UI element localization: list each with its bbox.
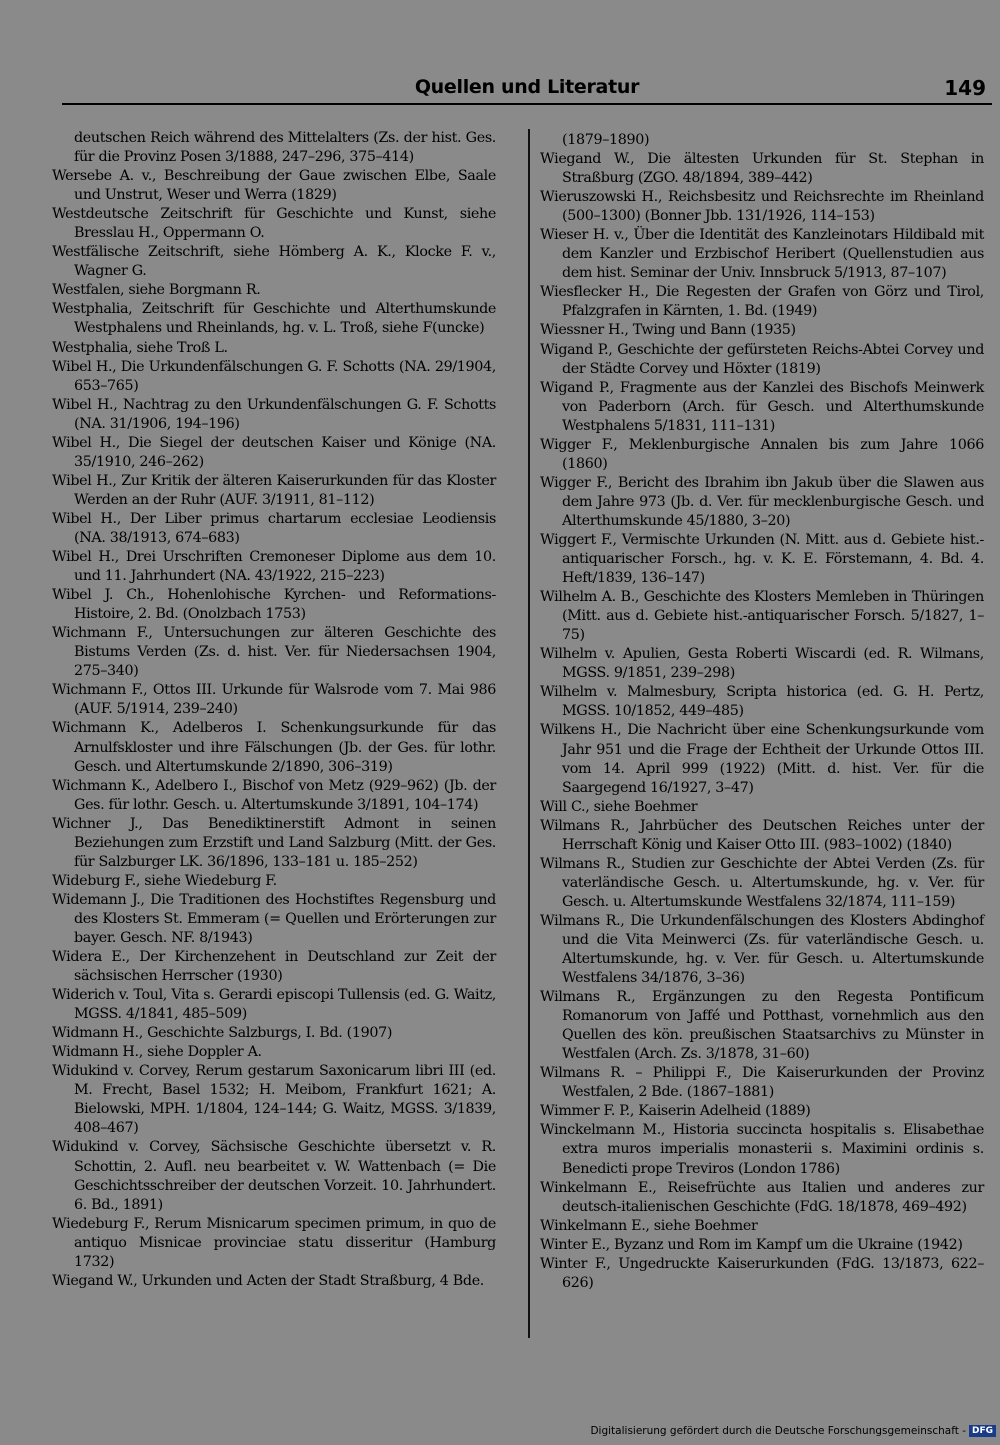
bibliography-entry: Wilhelm A. B., Geschichte des Klosters Memleben in Thüringen (Mitt. aus d. Gebiete hist.-antiquarischer Forsch. 5/1827, 1–75) xyxy=(540,589,984,644)
bibliography-entry: Westfälische Zeitschrift, siehe Hömberg A. K., Klocke F. v., Wagner G. xyxy=(52,244,496,280)
footer-text: Digitalisierung gefördert durch die Deutsche Forschungsgemeinschaft - xyxy=(590,1425,966,1437)
bibliography-entry: Wiessner H., Twing und Bann (1935) xyxy=(540,322,796,339)
bibliography-entry: Wiegand W., Urkunden und Acten der Stadt Straßburg, 4 Bde. xyxy=(52,1272,484,1289)
page-header xyxy=(62,74,992,104)
bibliography-entry: Wigand P., Fragmente aus der Kanzlei des Bischofs Meinwerk von Paderborn (Arch. für Gesch. und Alterthumskunde Westphalens 5/1831, 111–131) xyxy=(540,379,984,434)
bibliography-entry: Wichmann F., Ottos III. Urkunde für Walsrode vom 7. Mai 986 (AUF. 5/1914, 239–240) xyxy=(52,682,496,718)
bibliography-entry: Wibel H., Der Liber primus chartarum ecclesiae Leodiensis (NA. 38/1913, 674–683) xyxy=(52,510,496,546)
bibliography-entry: Wideburg F., siehe Wiedeburg F. xyxy=(52,872,277,889)
bibliography-entry: Wilmans R., Ergänzungen zu den Regesta Pontificum Romanorum von Jaffé und Potthast, vornehmlich aus den Quellen des kön. preußischen Staatsarchivs zu Münster in Westfalen (Arch. Zs. 3/1878, 31–60) xyxy=(540,989,984,1063)
bibliography-entry: Wichner J., Das Benediktinerstift Admont in seinen Beziehungen zum Erzstift und Land Salzburg (Mitt. der Ges. für Salzburger LK. 36/1896, 133–181 u. 185–252) xyxy=(52,815,496,870)
bibliography-entry: Wigger F., Meklenburgische Annalen bis zum Jahre 1066 (1860) xyxy=(540,436,984,472)
bibliography-entry: Wichmann K., Adelberos I. Schenkungsurkunde für das Arnulfskloster und ihre Fälschungen (Jb. der Ges. für lothr. Gesch. und Altertumskunde 2/1890, 306–319) xyxy=(52,720,496,775)
bibliography-entry: Wimmer F. P., Kaiserin Adelheid (1889) xyxy=(540,1103,811,1120)
bibliography-entry: Wibel H., Drei Urschriften Cremoneser Diplome aus dem 10. und 11. Jahrhundert (NA. 43/1922, 215–223) xyxy=(52,549,496,585)
bibliography-entry: Westdeutsche Zeitschrift für Geschichte und Kunst, siehe Bresslau H., Oppermann O. xyxy=(52,206,496,242)
bibliography-entry: Wiegand W., Die ältesten Urkunden für St. Stephan in Straßburg (ZGO. 48/1894, 389–442) xyxy=(540,151,984,187)
bibliography-entry: deutschen Reich während des Mittelalters (Zs. der hist. Ges. für die Provinz Posen 3/1888, 247–296, 375–414) xyxy=(74,130,496,166)
bibliography-entry: Wibel H., Die Siegel der deutschen Kaiser und Könige (NA. 35/1910, 246–262) xyxy=(52,434,496,470)
bibliography-entry: Wiesflecker H., Die Regesten der Grafen von Görz und Tirol, Pfalzgrafen in Kärnten, 1. Bd. (1949) xyxy=(540,284,984,320)
left-column xyxy=(52,129,496,1291)
bibliography-entry: Wieser H. v., Über die Identität des Kanzleinotars Hildibald mit dem Kanzler und Erzbischof Heribert (Quellenstudien aus dem hist. Seminar der Univ. Innsbruck 5/1913, 87–107) xyxy=(540,227,984,282)
bibliography-entry: Wilhelm v. Apulien, Gesta Roberti Wiscardi (ed. R. Wilmans, MGSS. 9/1851, 239–298) xyxy=(540,646,984,682)
bibliography-entry: Widmann H., siehe Doppler A. xyxy=(52,1044,262,1061)
dfg-logo: DFG xyxy=(969,1425,996,1437)
bibliography-entry: Widmann H., Geschichte Salzburgs, I. Bd. (1907) xyxy=(52,1025,393,1042)
bibliography-entry: Wibel H., Die Urkundenfälschungen G. F. Schotts (NA. 29/1904, 653–765) xyxy=(52,358,496,394)
bibliography-entry: Wigand P., Geschichte der gefürsteten Reichs-Abtei Corvey und der Städte Corvey und Höxter (1819) xyxy=(540,341,984,377)
running-title: Quellen und Literatur xyxy=(414,76,640,98)
bibliography-entry: Winter F., Ungedruckte Kaiserurkunden (FdG. 13/1873, 622–626) xyxy=(540,1255,984,1291)
bibliography-entry: Widerich v. Toul, Vita s. Gerardi episcopi Tullensis (ed. G. Waitz, MGSS. 4/1841, 485–509) xyxy=(52,987,496,1023)
bibliography-entry: Westphalia, siehe Troß L. xyxy=(52,339,228,356)
bibliography-entry: Wiggert F., Vermischte Urkunden (N. Mitt. aus d. Gebiete hist.-antiquarischer Forsch., hg. v. K. E. Förstemann, 4. Bd. 4. Heft/1839, 136–147) xyxy=(540,531,984,587)
bibliography-entry: Wichmann K., Adelbero I., Bischof von Metz (929–962) (Jb. der Ges. für lothr. Gesch. u. Altertumskunde 3/1891, 104–174) xyxy=(52,777,496,813)
footer xyxy=(590,1425,996,1437)
bibliography-entry: Wilmans R. – Philippi F., Die Kaiserurkunden der Provinz Westfalen, 2 Bde. (1867–1881) xyxy=(540,1065,984,1101)
bibliography-entry: Winter E., Byzanz und Rom im Kampf um die Ukraine (1942) xyxy=(540,1236,963,1253)
column-divider xyxy=(528,129,530,1338)
bibliography-entry: (1879–1890) xyxy=(562,132,650,148)
bibliography-entry: Wersebe A. v., Beschreibung der Gaue zwischen Elbe, Saale und Unstrut, Weser und Werra (1829) xyxy=(52,168,496,204)
bibliography-entry: Wibel J. Ch., Hohenlohische Kyrchen- und Reformations-Histoire, 2. Bd. (Onolzbach 1753) xyxy=(52,587,496,623)
bibliography-entry: Winkelmann E., Reisefrüchte aus Italien und anderes zur deutsch-italienischen Geschichte (FdG. 18/1878, 469–492) xyxy=(540,1179,984,1215)
bibliography-entry: Widukind v. Corvey, Sächsische Geschichte übersetzt v. R. Schottin, 2. Aufl. neu bearbeitet v. W. Wattenbach (= Die Geschichtsschreiber der deutschen Vorzeit. 10. Jahrhundert. 6. Bd., 1891) xyxy=(52,1139,496,1213)
bibliography-entry: Wilkens H., Die Nachricht über eine Schenkungsurkunde vom Jahr 951 und die Frage der Echtheit der Urkunde Ottos III. vom 14. April 999 (1922) (Mitt. d. hist. Ver. für die Saargegend 16/1927, 3–47) xyxy=(540,722,984,796)
bibliography-entry: Winkelmann E., siehe Boehmer xyxy=(540,1217,758,1234)
bibliography-entry: Widukind v. Corvey, Rerum gestarum Saxonicarum libri III (ed. M. Frecht, Basel 1532; H. Meibom, Frankfurt 1621; A. Bielowski, MPH. 1/1804, 124–144; G. Waitz, MGSS. 3/1839, 408–467) xyxy=(52,1063,496,1137)
bibliography-entry: Will C., siehe Boehmer xyxy=(540,798,698,815)
bibliography-entry: Widemann J., Die Traditionen des Hochstiftes Regensburg und des Klosters St. Emmeram (= Quellen und Erörterungen zur bayer. Gesch. NF. 8/1943) xyxy=(52,891,496,946)
page-number: 149 xyxy=(944,76,986,100)
bibliography-entry: Wiedeburg F., Rerum Misnicarum specimen primum, in quo de antiquo Misnicae provinciae statu disseritur (Hamburg 1732) xyxy=(52,1215,496,1270)
bibliography-entry: Widera E., Der Kirchenzehent in Deutschland zur Zeit der sächsischen Herrscher (1930) xyxy=(52,949,496,985)
bibliography-entry: Winckelmann M., Historia succincta hospitalis s. Elisabethae extra muros imperialis monasterii s. Maximini ordinis s. Benedicti prope Treviros (London 1786) xyxy=(540,1122,984,1177)
bibliography-entry: Wieruszowski H., Reichsbesitz und Reichsrechte im Rheinland (500–1300) (Bonner Jbb. 131/1926, 114–153) xyxy=(540,189,984,225)
bibliography-entry: Wilmans R., Die Urkundenfälschungen des Klosters Abdinghof und die Vita Meinwerci (Zs. für vaterländische Gesch. u. Altertumskunde, hg. v. Ver. für Gesch. u. Altertumskunde Westfalens 34/1876, 3–36) xyxy=(540,912,984,987)
bibliography-entry: Westphalia, Zeitschrift für Geschichte und Alterthumskunde Westphalens und Rheinlands, hg. v. L. Troß, siehe F(uncke) xyxy=(52,301,496,337)
bibliography-entry: Wichmann F., Untersuchungen zur älteren Geschichte des Bistums Verden (Zs. d. hist. Ver. für Niedersachsen 1904, 275–340) xyxy=(52,625,496,680)
bibliography-entry: Wibel H., Nachtrag zu den Urkundenfälschungen G. F. Schotts (NA. 31/1906, 194–196) xyxy=(52,396,496,432)
bibliography-entry: Westfalen, siehe Borgmann R. xyxy=(52,282,261,299)
header-rule xyxy=(62,103,992,105)
right-column xyxy=(540,131,984,1293)
bibliography-entry: Wibel H., Zur Kritik der älteren Kaiserurkunden für das Kloster Werden an der Ruhr (AUF. 3/1911, 81–112) xyxy=(52,472,496,508)
bibliography-entry: Wilmans R., Studien zur Geschichte der Abtei Verden (Zs. für vaterländische Gesch. u. Altertumskunde, hg. v. Ver. für Gesch. u. Altertumskunde Westfalens 32/1874, 111–159) xyxy=(540,855,984,910)
bibliography-entry: Wigger F., Bericht des Ibrahim ibn Jakub über die Slawen aus dem Jahre 973 (Jb. d. Ver. für mecklenburgische Gesch. und Alterthumskunde 45/1880, 3–20) xyxy=(540,474,984,529)
bibliography-entry: Wilmans R., Jahrbücher des Deutschen Reiches unter der Herrschaft König und Kaiser Otto III. (983–1002) (1840) xyxy=(540,817,984,853)
bibliography-entry: Wilhelm v. Malmesbury, Scripta historica (ed. G. H. Pertz, MGSS. 10/1852, 449–485) xyxy=(540,684,984,720)
